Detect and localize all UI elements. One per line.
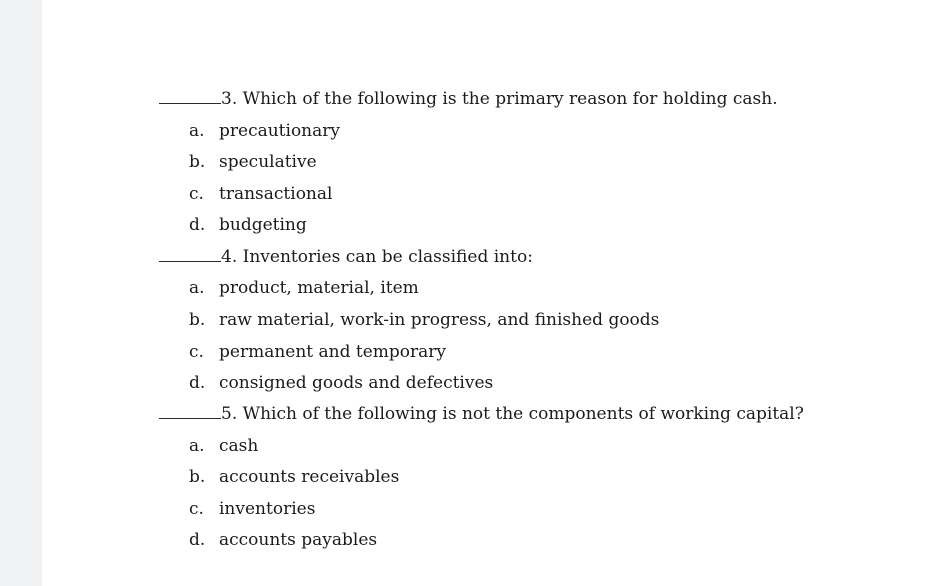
option-letter: d. <box>189 215 206 235</box>
option-text: consigned goods and defectives <box>219 373 494 393</box>
option-text: permanent and temporary <box>219 342 447 362</box>
option-letter: a. <box>189 278 205 298</box>
option-item <box>189 529 377 551</box>
question-text: 5. Which of the following is not the components of working capital? <box>221 404 804 424</box>
option-letter: c. <box>189 342 204 362</box>
option-letter: c. <box>189 184 204 204</box>
option-item <box>189 341 446 363</box>
option-item <box>189 435 258 457</box>
question-text: 3. Which of the following is the primary reason for holding cash. <box>221 89 778 109</box>
option-text: raw material, work-in progress, and finished goods <box>219 310 660 330</box>
option-item <box>189 151 317 173</box>
question-4 <box>159 246 533 268</box>
option-text: speculative <box>219 152 317 172</box>
option-item <box>189 466 399 488</box>
option-text: budgeting <box>219 215 307 235</box>
option-text: accounts receivables <box>219 467 400 487</box>
option-item <box>189 277 419 299</box>
option-letter: a. <box>189 436 205 456</box>
option-item <box>189 498 315 520</box>
option-text: product, material, item <box>219 278 419 298</box>
option-letter: c. <box>189 499 204 519</box>
option-text: transactional <box>219 184 333 204</box>
question-5 <box>159 403 804 425</box>
answer-blank <box>159 260 221 262</box>
question-text: 4. Inventories can be classified into: <box>221 247 533 267</box>
option-letter: b. <box>189 467 206 487</box>
option-item <box>189 372 493 394</box>
option-item <box>189 183 332 205</box>
option-text: inventories <box>219 499 316 519</box>
answer-blank <box>159 417 221 419</box>
option-letter: b. <box>189 152 206 172</box>
option-item <box>189 214 307 236</box>
option-text: precautionary <box>219 121 340 141</box>
option-text: cash <box>219 436 259 456</box>
option-letter: b. <box>189 310 206 330</box>
document-page <box>42 0 950 586</box>
option-letter: d. <box>189 530 206 550</box>
option-letter: a. <box>189 121 205 141</box>
answer-blank <box>159 102 221 104</box>
option-item <box>189 120 340 142</box>
option-item <box>189 309 659 331</box>
question-3 <box>159 88 778 110</box>
option-text: accounts payables <box>219 530 378 550</box>
option-letter: d. <box>189 373 206 393</box>
